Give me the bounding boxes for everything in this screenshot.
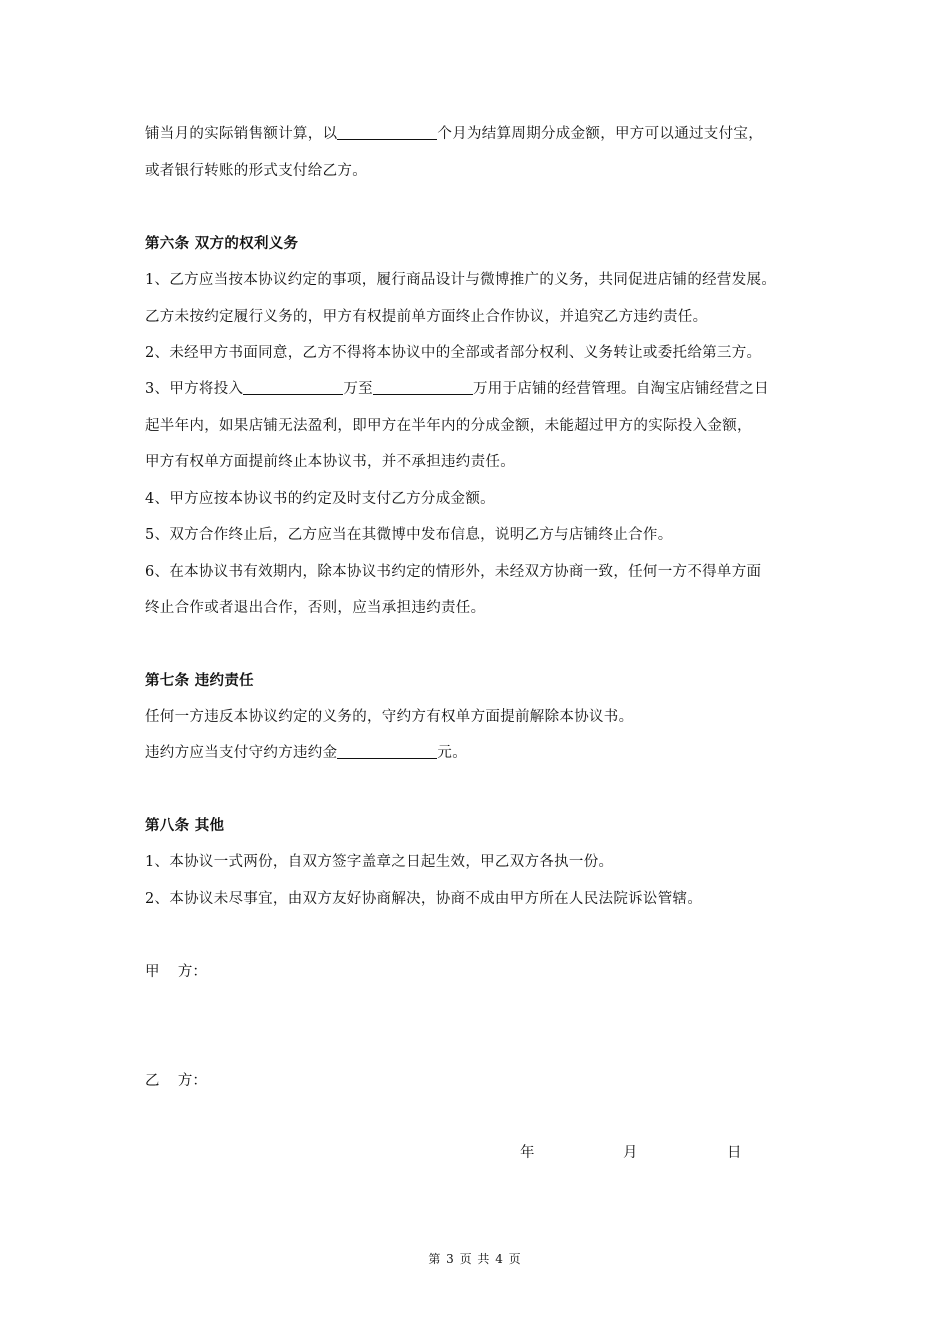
article7-line2 <box>145 743 467 763</box>
date-year-label: 年 <box>520 1145 535 1161</box>
article6-item4: 4、甲方应按本协议书的约定及时支付乙方分成金额。 <box>145 491 495 507</box>
blank-investment-min <box>243 380 343 395</box>
article8-item1: 1、本协议一式两份，自双方签字盖章之日起生效，甲乙双方各执一份。 <box>145 854 614 870</box>
article8-title: 第八条 其他 <box>145 817 225 834</box>
article6-item1-line2: 乙方未按约定履行义务的，甲方有权提前单方面终止合作协议，并追究乙方违约责任。 <box>145 309 708 325</box>
article7-title: 第七条 违约责任 <box>145 672 254 689</box>
article5-continuation-line-1 <box>145 124 763 144</box>
page-number-footer: 第 3 页 共 4 页 <box>428 1252 522 1266</box>
article5-continuation-line-2: 或者银行转账的形式支付给乙方。 <box>145 163 367 179</box>
article6-item2: 2、未经甲方书面同意，乙方不得将本协议中的全部或者部分权利、义务转让或委托给第三方。 <box>145 345 762 361</box>
article6-item1-line1: 1、乙方应当按本协议约定的事项，履行商品设计与微博推广的义务，共同促进店铺的经营发展。 <box>145 272 777 288</box>
date-month-label: 月 <box>623 1145 638 1161</box>
article8-item2: 2、本协议未尽事宜，由双方友好协商解决，协商不成由甲方所在人民法院诉讼管辖。 <box>145 891 703 907</box>
date-day-label: 日 <box>727 1145 742 1161</box>
text-segment: 元。 <box>437 745 468 761</box>
article6-title: 第六条 双方的权利义务 <box>145 235 299 252</box>
party-b-label: 乙 方： <box>145 1073 207 1089</box>
article6-item6-line2: 终止合作或者退出合作，否则，应当承担违约责任。 <box>145 600 486 616</box>
blank-settlement-months <box>337 125 437 140</box>
article6-item3-line2: 起半年内，如果店铺无法盈利，即甲方在半年内的分成金额，未能超过甲方的实际投入金额， <box>145 418 752 434</box>
party-a-label: 甲 方： <box>145 964 207 980</box>
text-segment: 铺当月的实际销售额计算，以 <box>145 126 338 142</box>
text-segment: 3、甲方将投入 <box>145 381 244 397</box>
text-segment: 个月为结算周期分成金额，甲方可以通过支付宝， <box>437 126 764 142</box>
blank-investment-max <box>373 380 473 395</box>
article6-item3-line1 <box>145 379 769 399</box>
blank-penalty-amount <box>337 744 437 759</box>
text-segment: 万至 <box>343 381 373 397</box>
text-segment: 万用于店铺的经营管理。自淘宝店铺经营之日 <box>472 381 769 397</box>
article6-item5: 5、双方合作终止后，乙方应当在其微博中发布信息，说明乙方与店铺终止合作。 <box>145 527 673 543</box>
text-segment: 违约方应当支付守约方违约金 <box>145 745 338 761</box>
article6-item3-line3: 甲方有权单方面提前终止本协议书，并不承担违约责任。 <box>145 454 515 470</box>
article7-line1: 任何一方违反本协议约定的义务的，守约方有权单方面提前解除本协议书。 <box>145 709 634 725</box>
article6-item6-line1: 6、在本协议书有效期内，除本协议书约定的情形外，未经双方协商一致，任何一方不得单方面 <box>145 564 762 580</box>
